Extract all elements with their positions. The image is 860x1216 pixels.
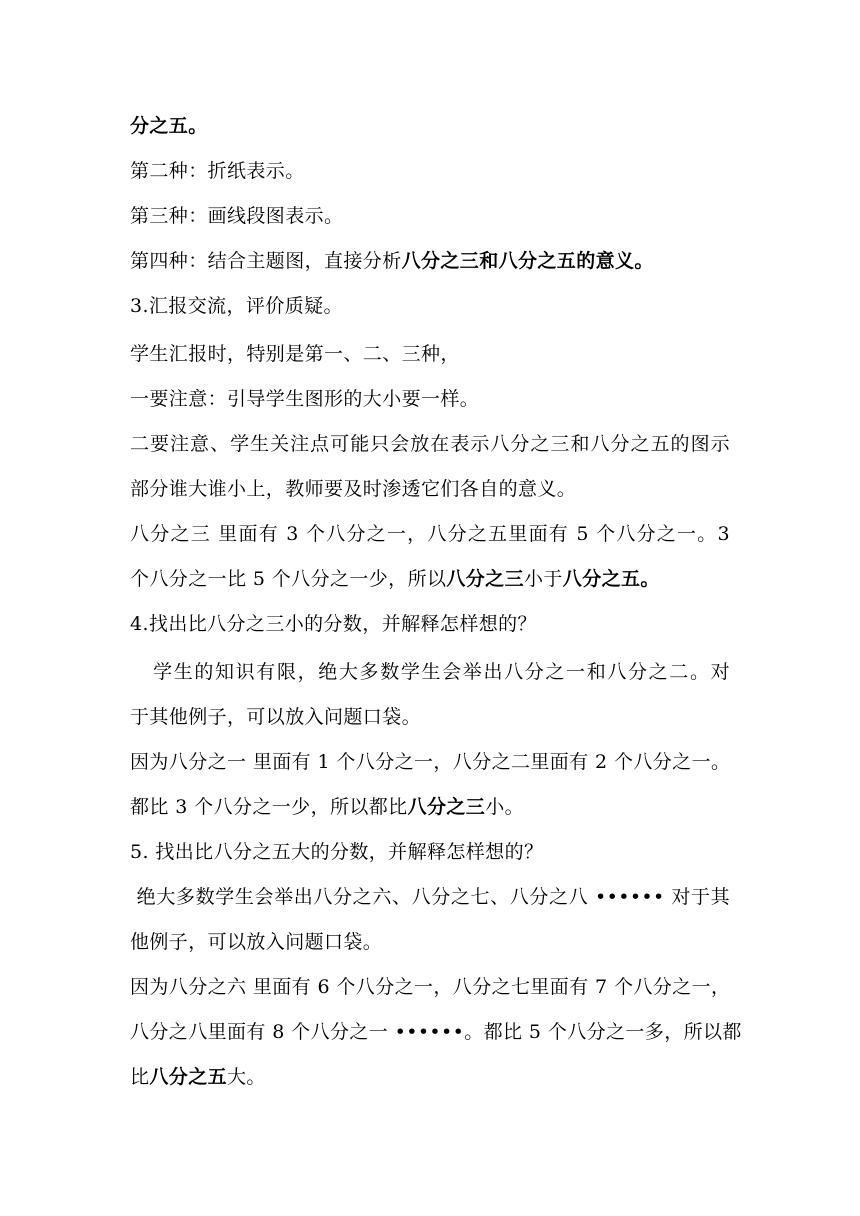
text-line: 学生的知识有限，绝大多数学生会举出八分之一和八分之二。对	[130, 661, 730, 683]
text-line: 分之五。	[130, 115, 208, 137]
text-line: 一要注意：引导学生图形的大小要一样。	[130, 388, 480, 410]
text-line: 因为八分之六 里面有 6 个八分之一，八分之七里面有 7 个八分之一，	[130, 976, 731, 998]
text-line: 第三种：画线段图表示。	[130, 205, 344, 227]
text-line: 二要注意、学生关注点可能只会放在表示八分之三和八分之五的图示	[130, 433, 730, 455]
text-line: 学生汇报时，特别是第一、二、三种，	[130, 343, 460, 365]
text-line: 于其他例子，可以放入问题口袋。	[130, 706, 422, 728]
text-line: 八分之三 里面有 3 个八分之一，八分之五里面有 5 个八分之一。3	[130, 523, 730, 545]
text-line: 八分之八里面有 8 个八分之一 ••••••。都比 5 个八分之一多，所以都	[130, 1021, 742, 1043]
text-line: 部分谁大谁小上，教师要及时渗透它们各自的意义。	[130, 478, 577, 500]
text-line: 5. 找出比八分之五大的分数，并解释怎样想的？	[130, 841, 544, 863]
text-line: 第四种：结合主题图，直接分析八分之三和八分之五的意义。	[130, 250, 654, 272]
text-line: 第二种：折纸表示。	[130, 160, 305, 182]
text-line: 3.汇报交流，评价质疑。	[130, 295, 343, 317]
text-line: 他例子，可以放入问题口袋。	[130, 931, 383, 953]
text-line: 绝大多数学生会举出八分之六、八分之七、八分之八 •••••• 对于其	[130, 886, 730, 908]
text-line: 个八分之一比 5 个八分之一少，所以八分之三小于八分之五。	[130, 568, 660, 590]
text-line: 比八分之五大。	[130, 1066, 266, 1088]
text-line: 因为八分之一 里面有 1 个八分之一，八分之二里面有 2 个八分之一。	[130, 751, 731, 773]
text-line: 都比 3 个八分之一少，所以都比八分之三小。	[130, 796, 524, 818]
text-line: 4.找出比八分之三小的分数，并解释怎样想的？	[130, 613, 537, 635]
